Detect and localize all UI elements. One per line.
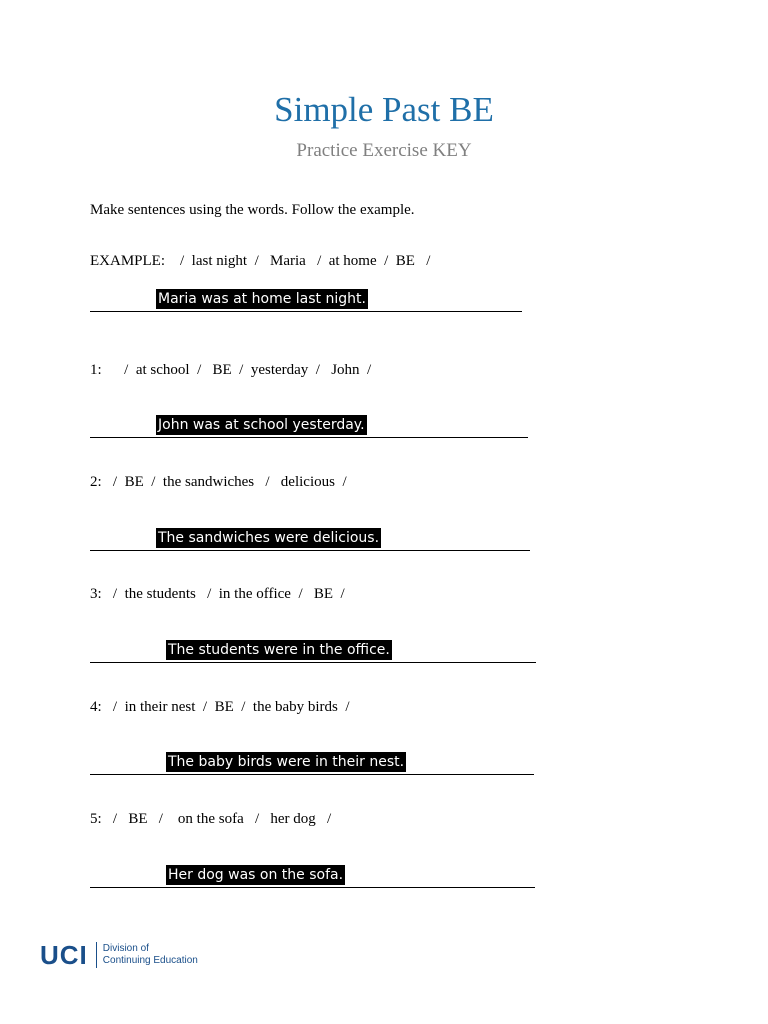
instructions: Make sentences using the words. Follow the example. xyxy=(90,202,415,218)
division-label xyxy=(97,943,198,967)
item-4-prompt: 4: / in their nest / BE / the baby birds / xyxy=(90,699,350,715)
item-2-prompt: 2: / BE / the sandwiches / delicious / xyxy=(90,474,347,490)
item-5-answer-line xyxy=(90,865,535,888)
item-3-prompt: 3: / the students / in the office / BE / xyxy=(90,586,345,602)
division-line-2: Continuing Education xyxy=(102,955,198,966)
item-4-answer: The baby birds were in their nest. xyxy=(168,754,405,770)
division-line-1: Division of xyxy=(102,943,149,954)
item-1-prompt: 1: / at school / BE / yesterday / John / xyxy=(90,362,372,378)
item-1-answer: John was at school yesterday. xyxy=(158,417,365,433)
page-subtitle: Practice Exercise KEY xyxy=(296,140,472,161)
example-prompt: EXAMPLE: / last night / Maria / at home / BE / xyxy=(90,253,431,269)
page-title: Simple Past BE xyxy=(274,90,494,129)
example-answer-line xyxy=(90,289,522,312)
uci-logo xyxy=(40,940,198,970)
item-3-answer: The students were in the office. xyxy=(168,642,390,658)
item-2-answer: The sandwiches were delicious. xyxy=(158,530,380,546)
item-3-answer-line xyxy=(90,640,536,663)
item-2-answer-line xyxy=(90,528,530,551)
example-answer: Maria was at home last night. xyxy=(158,291,366,307)
item-5-prompt: 5: / BE / on the sofa / her dog / xyxy=(90,811,332,827)
item-4-answer-line xyxy=(90,752,534,775)
item-1-answer-line xyxy=(90,415,528,438)
uci-logo-mark: UCI xyxy=(40,942,97,968)
item-5-answer: Her dog was on the sofa. xyxy=(168,867,344,883)
